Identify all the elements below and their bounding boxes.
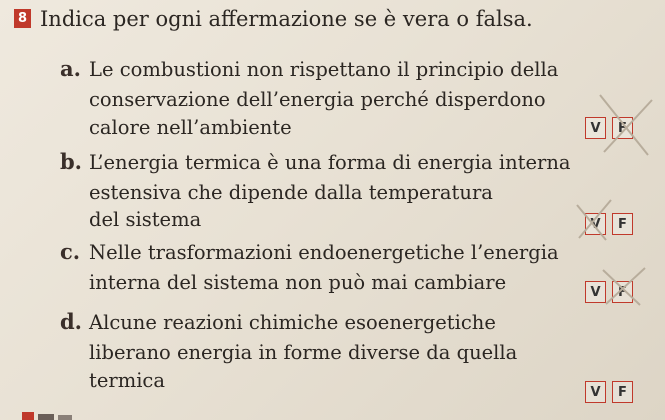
item-a-letter: a. [60,56,81,81]
next-exercise-badge-partial [22,408,82,420]
item-d-false-box[interactable]: F [612,381,633,403]
exercise-number: 8 [14,9,31,28]
exercise-instruction: Indica per ogni affermazione se è vera o falsa. [40,7,533,31]
item-b-line-1: L’energia termica è una forma di energia interna [89,151,571,174]
item-d-line-3: termica [89,369,165,392]
item-b-letter: b. [60,149,82,174]
item-c-letter: c. [60,239,81,264]
item-b-line-2: estensiva che dipende dalla temperatura [89,181,493,204]
item-d-line-2: liberano energia in forme diverse da quella [89,341,518,364]
item-c-true-box[interactable]: V [585,281,606,303]
item-d-letter: d. [60,309,82,334]
item-c-line-2: interna del sistema non può mai cambiare [89,271,507,294]
item-d-line-1: Alcune reazioni chimiche esoenergetiche [89,311,496,334]
item-a-line-1: Le combustioni non rispettano il principio della [89,58,559,81]
item-b-line-3: del sistema [89,208,202,231]
item-b-false-box[interactable]: F [612,213,633,235]
item-a-line-2: conservazione dell’energia perché disperdono [89,88,546,111]
item-c-line-1: Nelle trasformazioni endoenergetiche l’energia [89,241,559,264]
item-a-true-box[interactable]: V [585,117,606,139]
item-b-true-box[interactable]: V [585,213,606,235]
item-a-false-box[interactable]: F [612,117,633,139]
item-d-true-box[interactable]: V [585,381,606,403]
item-c-false-box[interactable]: F [612,281,633,303]
item-a-line-3: calore nell’ambiente [89,116,292,139]
